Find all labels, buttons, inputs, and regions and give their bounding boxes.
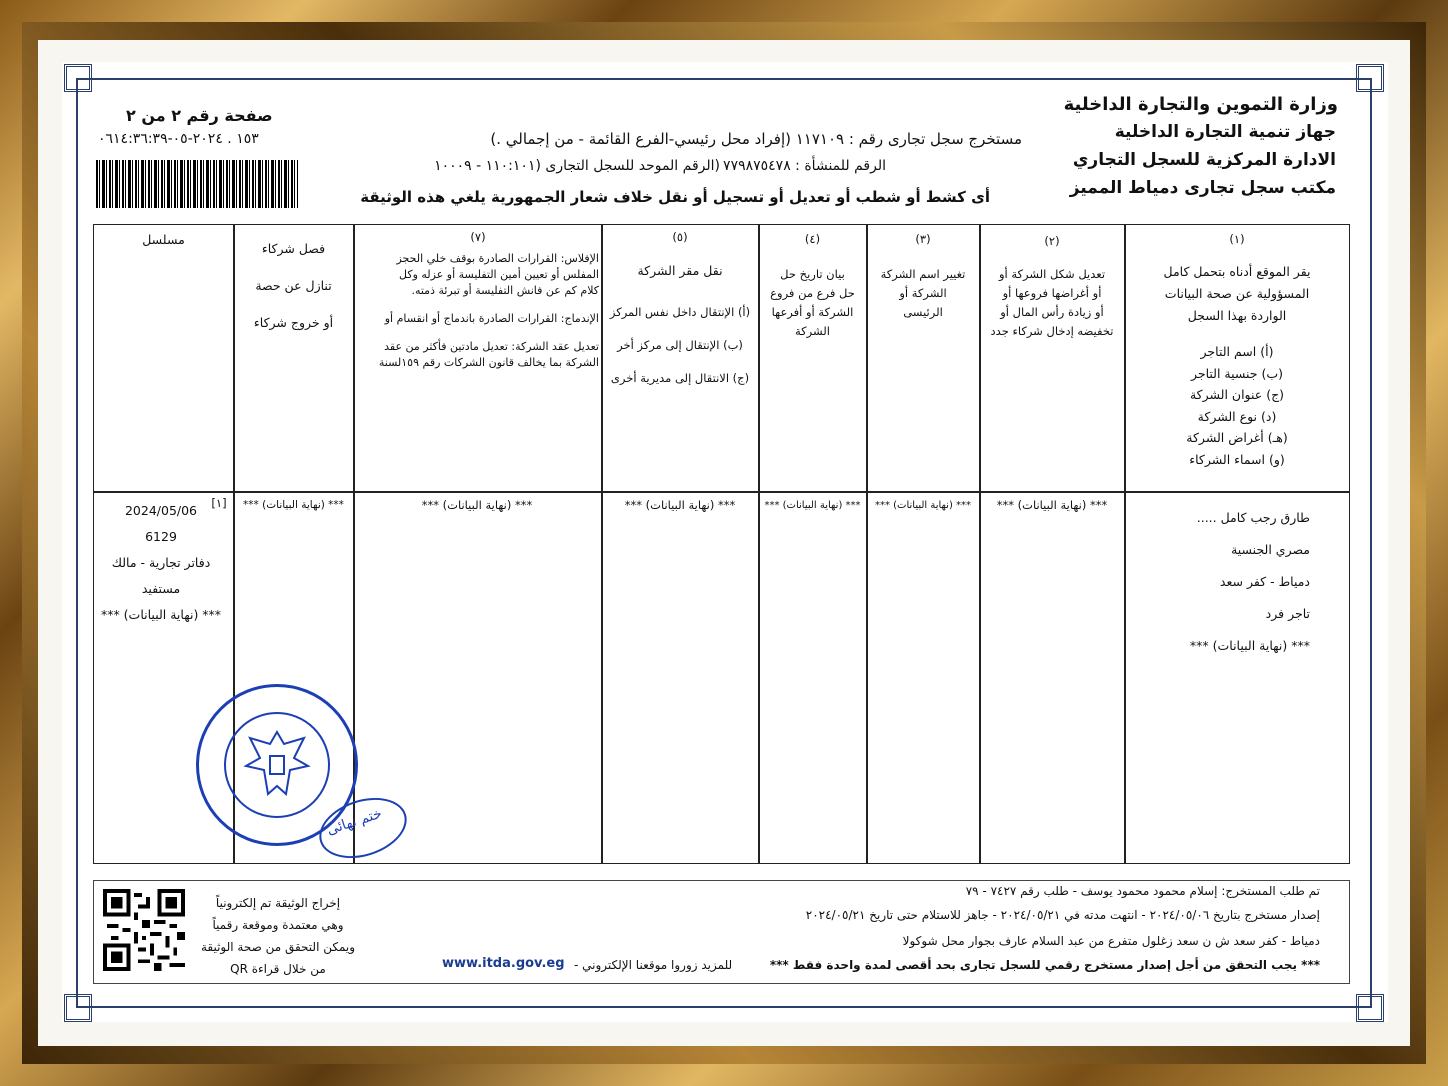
border-bottom [76,1006,1372,1008]
column-header-5 [603,228,757,395]
serial-date: 2024/05/06 [124,503,198,518]
column-line: الإندماج: القرارات الصادرة باندماج أو انقسام أو [384,312,599,325]
column-header-partners [235,230,352,341]
column-header-7 [357,228,599,371]
column-line: تعديل شكل الشركة أو [998,267,1106,281]
column-line: الإفلاس: القرارات الصادرة بوقف خلي الحجز [396,252,599,265]
column-number: (٥) [672,230,688,244]
column-line: الشركة [795,324,830,338]
merchant-type: تاجر فرد [1265,606,1310,621]
merchant-nationality: مصري الجنسية [1231,542,1310,557]
qr-code[interactable] [103,888,185,972]
column-line: يقر الموقع أدناه بتحمل كامل [1163,264,1311,279]
serial-description: دفاتر تجارية - مالك مستفيد [111,555,211,596]
column-items [603,296,757,395]
column-line: المسؤولية عن صحة البيانات [1164,286,1310,301]
column-header-serial [95,230,232,249]
column-line: الشركة بما يخالف قانون الشركات رقم ١٥٩لسنة [378,356,599,369]
column-number: (٧) [470,230,486,244]
end-marker: *** (نهاية البيانات) *** [243,499,344,511]
end-marker: *** (نهاية البيانات) *** [624,498,736,512]
office-name: مكتب سجل تجارى دمياط المميز [1069,178,1336,198]
page-number: صفحة رقم ٢ من ٢ [126,106,273,125]
column-number: (٢) [1044,234,1060,248]
e-doc-line: وهي معتمدة وموقعة رقمياً [212,918,344,932]
ministry-name: وزارة التموين والتجارة الداخلية [1063,94,1338,115]
column-line: الرئيسى [903,305,943,319]
warning-text: أى كشط أو شطب أو تعديل أو تسجيل أو نقل خلاف شعار الجمهورية يلغي هذه الوثيقة [360,188,990,206]
column-number: (١) [1229,232,1245,246]
unified-number: (الرقم الموحد للسجل التجارى (١١٠:١٠١ - ١٠٠٠٩ [434,158,720,174]
e-doc-line: إخراج الوثيقة تم إلكترونياً [215,896,341,910]
column-line: تعديل عقد الشركة: تعديل مادتين فأكثر من عقد [384,340,599,353]
footer-requester: تم طلب المستخرج: إسلام محمود محمود يوسف - طلب رقم ٧٤٢٧ - ٧٩ [965,884,1320,898]
column-line: المفلس أو تعيين أمين التفليسة أو عزله وكل [399,268,599,281]
border-right [1370,78,1372,1008]
column-line: حل فرع من فروع [770,286,855,300]
column-number: (٤) [804,232,821,246]
column-description [868,265,978,322]
end-marker: *** (نهاية البيانات) *** [996,498,1108,512]
corner-ornament-icon [64,64,92,92]
column-description [1126,261,1348,327]
column-description [760,265,865,341]
merchant-address: دمياط - كفر سعد [1219,574,1310,589]
column-line: الشركة أو [899,286,947,300]
column-item: (ب) الإنتقال إلى مركز أخر [617,338,743,352]
column-line: بيان تاريخ حل [780,267,845,281]
footer-website-label: للمزيد زوروا موقعنا الإلكتروني - [574,958,733,972]
admin-name: الادارة المركزية للسجل التجاري [1072,150,1336,170]
corner-ornament-icon [64,994,92,1022]
column-line: كلام كم عن فانش التفليسة أو تبرئة ذمته. [411,284,599,297]
column-line: أو أغراضها فروعها أو [1002,286,1102,300]
website-link[interactable]: www.itda.gov.eg [442,956,565,971]
column-description [357,251,599,371]
e-doc-line: ويمكن التحقق من صحة الوثيقة [200,940,356,954]
column-item: (ج) عنوان الشركة [1189,387,1285,402]
column-line: الواردة بهذا السجل [1187,308,1287,323]
table-header-divider [93,491,1350,493]
eagle-icon [226,714,328,816]
stamp-eagle-icon [224,712,330,818]
column-header-4 [760,230,865,341]
column-line: تغيير اسم الشركة [880,267,966,281]
column-line: مسلسل [142,232,185,247]
column-line: أو زيادة رأس المال أو [1000,305,1104,319]
merchant-data [1126,502,1310,662]
column-header-1 [1126,230,1348,470]
e-doc-line: من خلال قراءة QR [230,962,326,976]
serial-index: [١] [211,496,227,510]
column-items [1126,341,1348,470]
end-marker: *** (نهاية البيانات) *** [874,500,972,511]
corner-ornament-icon [1356,64,1384,92]
column-item: (أ) الإنتقال داخل نفس المركز [609,305,751,319]
column-description [981,265,1123,341]
column-header-2 [981,232,1123,341]
facility-number: الرقم للمنشأة : ٧٧٩٨٧٥٤٧٨ [723,158,886,174]
corner-ornament-icon [1356,994,1384,1022]
e-doc-notice [198,892,358,980]
column-item: (د) نوع الشركة [1197,408,1277,424]
column-item: (ج) الانتقال إلى مديرية أخرى [610,371,750,385]
barcode [96,160,298,208]
extract-title: مستخرج سجل تجارى رقم : ١١٧١٠٩ (إفراد محل رئيسي-الفرع القائمة - من إجمالي .) [490,130,1022,148]
column-item: (أ) اسم التاجر [1200,344,1274,359]
footer-note: *** يجب التحقق من أجل إصدار مستخرج رقمي للسجل تجارى بحد أقصى لمدة واحدة فقط *** [769,958,1320,972]
border-left [76,78,78,1008]
column-line: فصل شركاء [261,241,326,256]
column-number: (٣) [915,232,931,246]
column-title: نقل مقر الشركة [637,263,723,278]
column-line: الشركة أو أفرعها [771,305,854,319]
qr-code-icon [103,888,185,972]
serial-number: 6129 [145,529,177,544]
agency-name: جهاز تنمية التجارة الداخلية [1114,122,1336,142]
footer-issued: إصدار مستخرج بتاريخ ٢٠٢٤/٠٥/٠٦ - انتهت مدته في ٢٠٢٤/٠٥/٢١ - جاهز للاستلام حتى تاريخ ٢٠٢٤/٠٥/٢١ [805,908,1320,922]
final-seal-label: ختم نهائى [324,805,384,839]
merchant-name: طارق رجب كامل ..... [1196,510,1310,525]
footer-address: دمياط - كفر سعد ش ن سعد زغلول متفرع من عبد السلام عارف بجوار محل شوكولا [902,934,1320,948]
end-marker: *** (نهاية البيانات) *** [100,607,222,622]
column-line: تخفيضه إدخال شركاء جدد [990,324,1114,338]
end-marker: *** (نهاية البيانات) *** [1189,638,1310,653]
column-item: (و) اسماء الشركاء [1189,451,1285,467]
column-line: تنازل عن حصة [255,278,332,293]
end-marker: *** (نهاية البيانات) *** [421,498,533,512]
column-item: (ب) جنسية التاجر [1190,365,1284,381]
column-header-3 [868,230,978,322]
column-line: أو خروج شركاء [253,315,334,330]
border-top [76,78,1372,80]
timestamp: ١٥٣ . ٢٠٢٤-٠٥-٠٦١٤:٣٦:٣٩ [98,131,259,147]
serial-data [95,498,227,628]
end-marker: *** (نهاية البيانات) *** [764,500,861,511]
column-item: (هـ) أغراض الشركة [1186,430,1288,445]
